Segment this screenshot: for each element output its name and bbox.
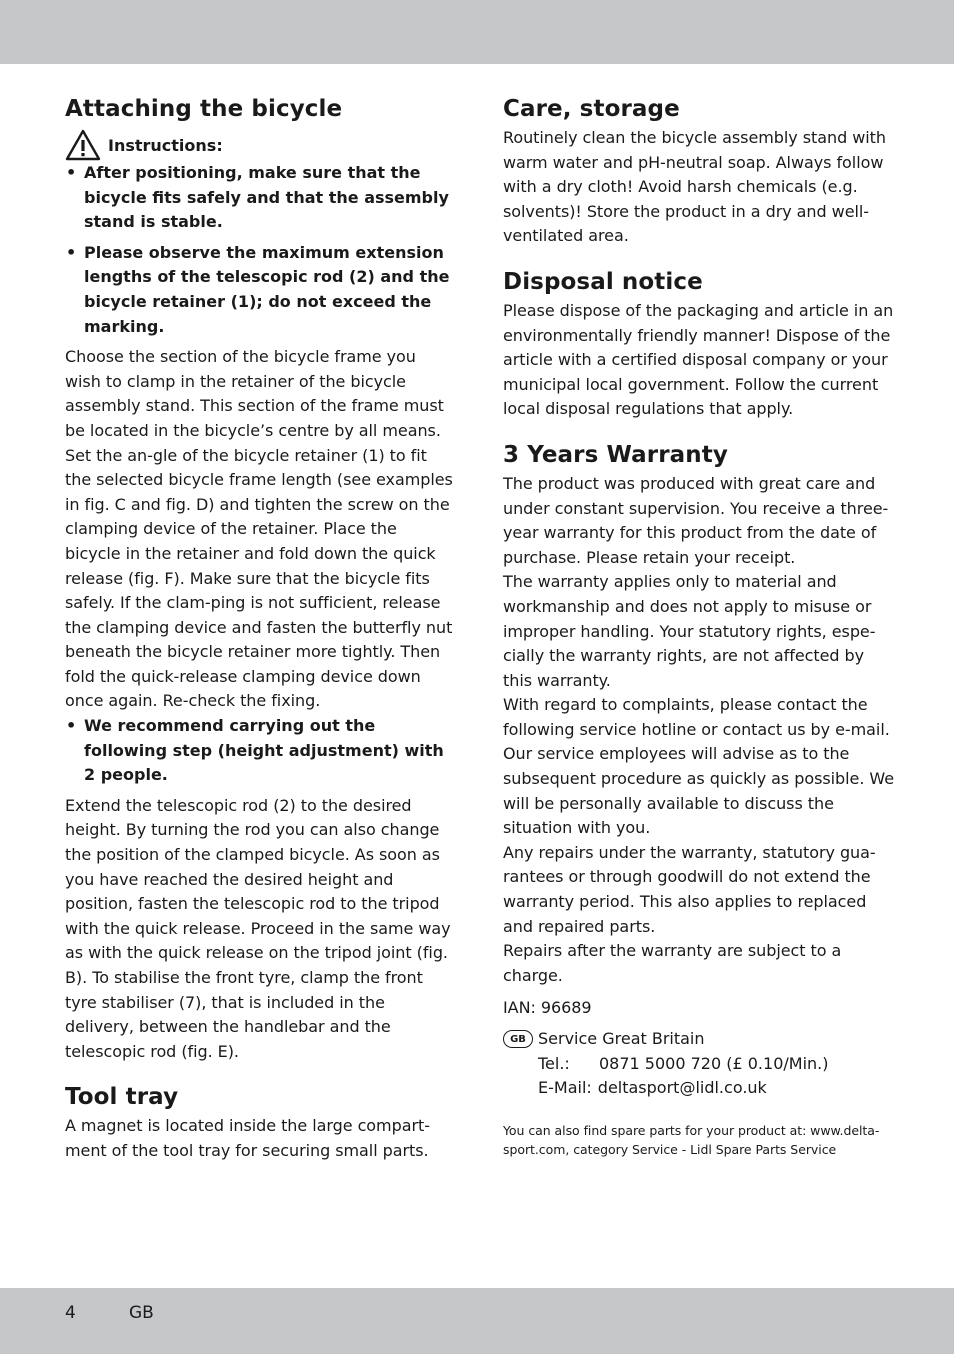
warning-icon <box>65 129 101 161</box>
ian-number: IAN: 96689 <box>503 998 592 1018</box>
care-text: Routinely clean the bicycle assembly stand with warm water and pH-neutral soap. Always follow with a dry cloth! Avoid harsh chemicals (e.g. solvents)! Store the product in a dry and well-ventilated area. <box>503 128 886 246</box>
heading-disposal: Disposal notice <box>503 268 703 295</box>
service-name: Service Great Britain <box>538 1029 705 1048</box>
right-column <box>503 92 895 1160</box>
list-item: • Please observe the maximum extension lengths of the telescopic rod (2) and the bicycle retainer (1); do not exceed the marking. <box>66 242 450 336</box>
contact-details <box>538 1027 705 1052</box>
tel-label: Tel.: <box>538 1053 570 1073</box>
email-label: E-Mail: <box>538 1078 592 1098</box>
page-number: 4 <box>65 1303 76 1323</box>
language-code: GB <box>129 1303 154 1323</box>
warranty-paragraph: With regard to complaints, please contact the following service hotline or contact us by e-mail. Our service employees will advise as to the subsequent procedure as quickly as possible. We will be personally available to discuss the situation with you. <box>503 695 895 838</box>
warranty-paragraph: Repairs after the warranty are subject to a charge. <box>503 941 842 985</box>
list-item: • After positioning, make sure that the bicycle fits safely and that the assembly stand is stable. <box>66 163 449 232</box>
header-band <box>0 0 954 64</box>
attaching-paragraph-2: Extend the telescopic rod (2) to the desired height. By turning the rod you can also change the position of the clamped bicycle. As soon as you have reached the desired height and position, fasten the telescopic rod to the tripod with the quick release. Proceed in the same way as with the quick release on the tripod joint (fig. B). To stabilise the front tyre, clamp the front tyre stabiliser (7), that is included in the delivery, between the handlebar and the telescopic rod (fig. E). <box>65 795 451 1061</box>
heading-warranty: 3 Years Warranty <box>503 441 728 468</box>
warranty-paragraph: Any repairs under the warranty, statutory gua-rantees or through goodwill do not extend the warranty period. This also applies to replaced and repaired parts. <box>503 842 876 936</box>
left-column <box>65 92 455 1164</box>
contact-lines <box>503 1052 895 1101</box>
tool-tray-text: A magnet is located inside the large compart-ment of the tool tray for securing small parts. <box>65 1116 430 1160</box>
tel-line <box>503 1052 895 1077</box>
email-line <box>503 1076 895 1101</box>
heading-attaching: Attaching the bicycle <box>65 96 343 122</box>
recommend-list <box>65 714 455 788</box>
list-item: • We recommend carrying out the following step (height adjustment) with 2 people. <box>66 716 444 785</box>
instructions-header <box>65 129 455 161</box>
service-contact <box>503 1027 895 1052</box>
disposal-text: Please dispose of the packaging and article in an environmentally friendly manner! Dispose of the article with a certified disposal company or your municipal local government. Follow the current local disposal regulations that apply. <box>503 300 894 419</box>
gb-country-badge: GB <box>503 1030 533 1048</box>
email-value: deltasport@lidl.co.uk <box>597 1078 767 1098</box>
heading-care: Care, storage <box>503 96 680 122</box>
spare-parts-note: You can also find spare parts for your product at: www.delta-sport.com, category Service - Lidl Spare Parts Service <box>503 1122 880 1158</box>
attaching-paragraph-1: Choose the section of the bicycle frame you wish to clamp in the retainer of the bicycle assembly stand. This section of the frame must be located in the bicycle’s centre by all means. Set the an-gle of the bicycle retainer (1) to fit the selected bicycle frame length (see examples in fig. C and fig. D) and tighten the screw on the clamping device of the retainer. Place the bicycle in the retainer and fold down the quick release (fig. F). Make sure that the bicycle fits safely. If the clam-ping is not sufficient, release the clamping device and fasten the butterfly nut beneath the bicycle retainer more tightly. Then fold the quick-release clamping device down once again. Re-check the fixing. <box>65 347 453 711</box>
heading-tool-tray: Tool tray <box>65 1084 179 1111</box>
warranty-paragraph: The product was produced with great care and under constant supervision. You receive a three-year warranty for this product from the date of purchase. Please retain your receipt. <box>503 473 889 567</box>
instructions-label: Instructions: <box>108 135 223 155</box>
instructions-list <box>65 161 455 339</box>
tel-value: 0871 5000 720 (£ 0.10/Min.) <box>599 1053 829 1073</box>
warranty-paragraph: The warranty applies only to material and workmanship and does not apply to misuse or improper handling. Your statutory rights, espe-cially the warranty rights, are not affected by this warranty. <box>503 572 876 690</box>
